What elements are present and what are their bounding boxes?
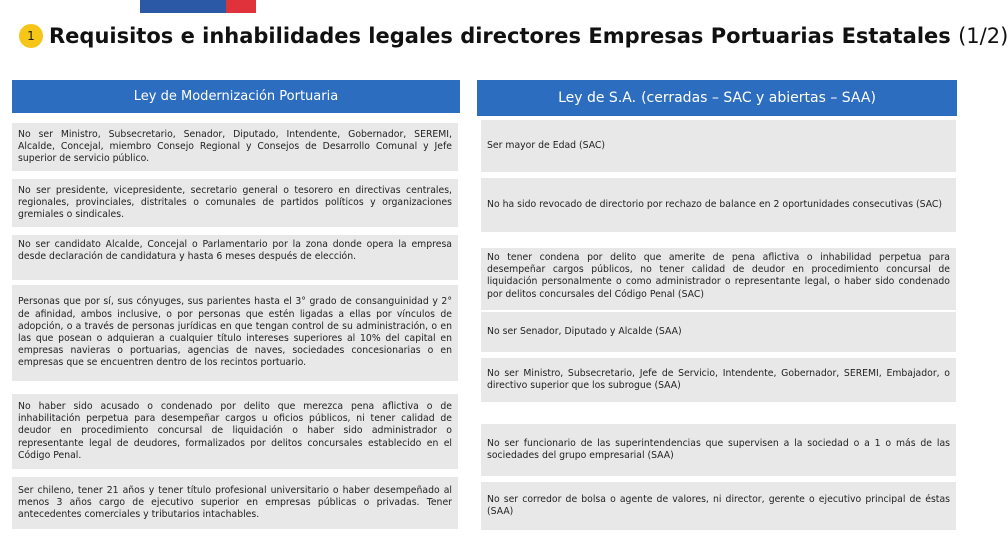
right-item-1 [481,120,956,172]
right-item-5 [481,358,956,402]
slide-title-main: Requisitos e inhabilidades legales directores Empresas Portuarias Estatales [49,24,951,48]
right-item-7 [481,482,956,530]
right-item-7-text: No ser corredor de bolsa o agente de valores, ni director, gerente o ejecutivo principal de éstas (SAA) [487,493,950,517]
right-item-2 [481,178,956,232]
left-item-5-text: No haber sido acusado o condenado por delito que merezca pena aflictiva o de inhabilitación perpetua para desempeñar cargos u oficios públicos, ni tener calidad de deudor en procedimiento concursal de liquidación o haber sido administrador o representante legal de deudores, formalizados por delitos concursales establecido en el Código Penal. [18,400,452,461]
brand-bar-red [226,0,256,13]
left-item-3-text: No ser candidato Alcalde, Concejal o Parlamentario por la zona donde opera la empresa desde declaración de candidatura y hasta 6 meses después de elección. [18,239,452,263]
left-item-5 [12,394,458,469]
left-item-2 [12,179,458,227]
slide-title [49,24,1008,48]
left-item-4 [12,285,458,381]
left-item-4-text: Personas que por sí, sus cónyuges, sus parientes hasta el 3° grado de consanguinidad y 2° de afinidad, ambos inclusive, o por personas que estén ligadas a ellas por vínculos de adopción, o a través de personas jurídicas en que tengan control de su administración, o en las que posean o adquieran a cualquier título intereses superiores al 10% del capital en empresas navieras o portuarias, agencias de naves, sociedades concesionarias o en empresas que se encuentren dentro de los recintos portuario. [18,296,452,369]
right-item-5-text: No ser Ministro, Subsecretario, Jefe de Servicio, Intendente, Gobernador, SEREMI, Embajador, o directivo superior que los subrogue (SAA) [487,367,950,391]
right-item-4 [481,312,956,352]
slide-title-suffix: (1/2) [958,24,1008,48]
right-item-6-text: No ser funcionario de las superintendencias que supervisen a la sociedad o a 1 o más de las sociedades del grupo empresarial (SAA) [487,437,950,461]
right-column-header [477,80,957,116]
right-item-2-text: No ha sido revocado de directorio por rechazo de balance en 2 oportunidades consecutivas (SAC) [487,198,943,210]
right-column-header-label: Ley de S.A. [558,90,637,106]
brand-bar-blue [140,0,226,13]
left-item-1 [12,123,458,171]
right-item-3 [481,248,956,310]
right-item-4-text: No ser Senador, Diputado y Alcalde (SAA) [487,325,682,337]
left-item-6 [12,477,458,529]
left-item-6-text: Ser chileno, tener 21 años y tener título profesional universitario o haber desempeñado al menos 3 años cargo de ejecutivo superior en empresas públicas o privadas. Tener antecedentes comerciales y tributarios intachables. [18,484,452,521]
right-item-3-text: No tener condena por delito que amerite de pena aflictiva o inhabilidad perpetua para desempeñar cargos públicos, no tener calidad de deudor en procedimiento concursal de liquidación personalmente o como administrador o representante legal, o haber sido condenado por delitos concursales del Código Penal (SAC) [487,252,950,300]
left-item-2-text: No ser presidente, vicepresidente, secretario general o tesorero en directivas centrales, regionales, provinciales, distritales o comunales de partidos políticos y organizaciones gremiales o sindicales. [18,184,452,221]
right-column-header-sub: (cerradas – SAC y abiertas – SAA) [641,90,876,106]
slide-number-badge: 1 [19,24,43,48]
right-item-1-text: Ser mayor de Edad (SAC) [487,139,606,151]
left-item-1-text: No ser Ministro, Subsecretario, Senador, Diputado, Intendente, Gobernador, SEREMI, Alcalde, Concejal, miembro Consejo Regional y Consejos de Desarrollo Comunal y Jefe superior de servicio público. [18,128,452,165]
left-item-3 [12,235,458,280]
right-item-6 [481,424,956,476]
left-column-header [12,80,460,113]
left-column-header-label: Ley de Modernización Portuaria [133,89,339,104]
